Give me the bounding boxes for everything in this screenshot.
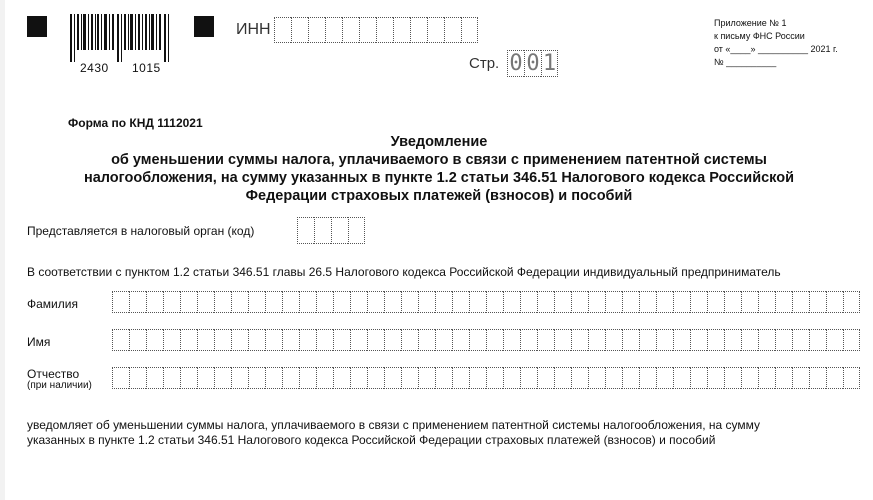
inn-field[interactable] (274, 17, 478, 43)
document-title (5, 133, 873, 205)
form-code: Форма по КНД 1112021 (68, 116, 203, 130)
alignment-marker-left (27, 16, 47, 37)
appendix-line: № __________ (714, 57, 777, 67)
surname-field[interactable] (112, 291, 860, 313)
alignment-marker-right (194, 16, 214, 37)
page-digit: 1 (542, 51, 557, 76)
form-page (5, 0, 873, 500)
patronymic-label: Отчество (27, 367, 80, 381)
page-number-field[interactable] (507, 50, 558, 77)
appendix-line: от «____» __________ 2021 г. (714, 44, 838, 54)
patronymic-field[interactable] (112, 367, 860, 389)
inn-label: ИНН (236, 21, 271, 38)
title-line: Федерации страховых платежей (взносов) и пособий (245, 188, 633, 204)
title-line: об уменьшении суммы налога, уплачиваемого в связи с применением патентной системы (111, 152, 767, 168)
title-line: Уведомление (390, 134, 488, 150)
tax-authority-code-field[interactable] (297, 217, 365, 244)
barcode-number-left: 2430 (80, 61, 109, 75)
appendix-line: к письму ФНС России (714, 31, 805, 41)
notice-text-line: указанных в пункте 1.2 статьи 346.51 Налогового кодекса Российской Федерации страховых платежей (взносов) и пособий (27, 433, 716, 447)
tax-authority-label: Представляется в налоговый орган (код) (27, 224, 255, 238)
page-digit: 0 (507, 50, 524, 77)
page-number-label: Стр. (469, 55, 500, 72)
surname-label: Фамилия (27, 297, 78, 311)
title-line: налогообложения, на сумму указанных в пункте 1.2 статьи 346.51 Налогового кодекса Российской (83, 170, 795, 186)
appendix-note (714, 17, 838, 69)
notice-text-line: уведомляет об уменьшении суммы налога, уплачиваемого в связи с применением патентной системы налогообложения, на сумму (27, 418, 761, 432)
barcode-image (70, 14, 172, 62)
page-digit: 0 (524, 50, 541, 77)
first-name-field[interactable] (112, 329, 860, 351)
appendix-line: Приложение № 1 (714, 18, 787, 28)
first-name-label: Имя (27, 335, 51, 349)
patronymic-note: (при наличии) (27, 380, 92, 391)
barcode-number-right: 1015 (132, 61, 161, 75)
intro-text: В соответствии с пунктом 1.2 статьи 346.51 главы 26.5 Налогового кодекса Российской Федерации индивидуальный предприниматель (27, 265, 781, 279)
